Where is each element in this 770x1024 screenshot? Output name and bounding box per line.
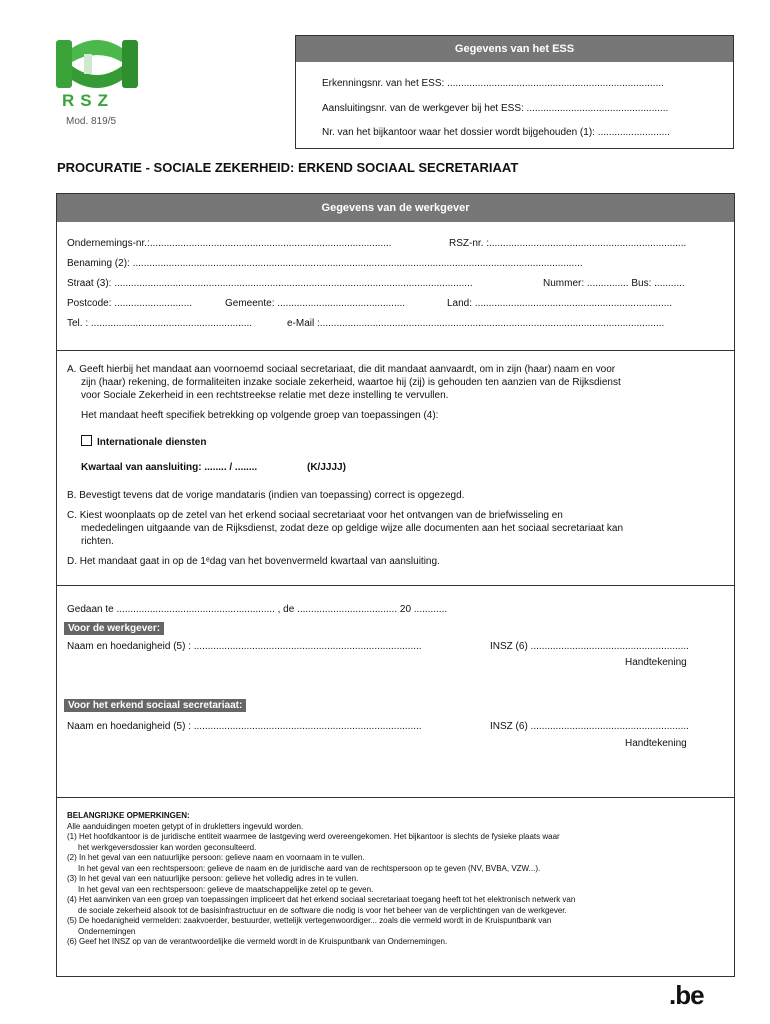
note-line: (2) In het geval van een natuurlijke persoon: gelieve naam en voornaam in te vullen. xyxy=(67,853,365,862)
handtekening-secretariaat: Handtekening xyxy=(625,738,687,749)
gemeente-field[interactable]: Gemeente: .............................................. xyxy=(225,298,406,309)
note-line: (6) Geef het INSZ op van de verantwoordelijke die vermeld wordt in de Kruispuntbank van Ondernemingen. xyxy=(67,937,448,946)
postcode-field[interactable]: Postcode: ............................ xyxy=(67,298,193,309)
straat-field[interactable]: Straat (3): ................................................................................................................................. xyxy=(67,278,473,289)
note-line: (5) De hoedanigheid vermelden: zaakvoerder, bestuurder, wettelijk vertegenwoordiger... zoals die vermeld wordt in de Kruispuntbank van xyxy=(67,916,552,925)
rsz-logo-text: RSZ xyxy=(62,91,114,110)
ess-section xyxy=(295,35,734,149)
clause-c-line2: mededelingen uitgaande van de Rijksdienst, zodat deze op geldige wijze alle documenten aan het sociaal secretariaat kan xyxy=(81,523,624,534)
note-line: (4) Het aanvinken van een groep van toepassingen impliceert dat het erkend sociaal secretariaat toegang heeft tot het elektronisch netwerk van xyxy=(67,895,576,904)
ess-bijkantoor-field[interactable]: Nr. van het bijkantoor waar het dossier wordt bijgehouden (1): .......................... xyxy=(322,127,670,138)
note-line: (1) Het hoofdkantoor is de juridische entiteit waarmee de lastgeving werd overeengekomen. Het bijkantoor is slechts de fysieke plaats waar xyxy=(67,832,560,841)
insz-werkgever-field[interactable]: INSZ (6) ......................................................... xyxy=(490,641,689,652)
insz-secretariaat-field[interactable]: INSZ (6) ......................................................... xyxy=(490,721,689,732)
clause-a-line3: voor Sociale Zekerheid in een rechtstreekse relatie met deze instelling te vervullen. xyxy=(81,390,449,401)
note-line: de sociale zekerheid alsook tot de basisinfrastructuur en de software die nodig is voor het beheer van de verplichtingen van de werkgever. xyxy=(78,905,567,915)
opmerkingen-header: BELANGRIJKE OPMERKINGEN: xyxy=(67,811,190,820)
werkgever-section xyxy=(56,193,735,351)
clause-d: D. Het mandaat gaat in op de 1ᵉdag van het bovenvermeld kwartaal van aansluiting. xyxy=(67,556,440,567)
tel-field[interactable]: Tel. : .......................................................... xyxy=(67,318,253,329)
clause-c-line3: richten. xyxy=(81,536,114,547)
benaming-field[interactable]: Benaming (2): .................................................................................................................................................................. xyxy=(67,258,583,269)
kwartaal-format: (K/JJJJ) xyxy=(307,462,346,473)
opmerkingen-list xyxy=(67,811,727,948)
kwartaal-field[interactable]: Kwartaal van aansluiting: ........ / ........ xyxy=(81,462,258,473)
clause-a-line1: A. Geeft hierbij het mandaat aan voornoemd sociaal secretariaat, die dit mandaat aanvaardt, om in zijn (haar) naam en voor xyxy=(67,364,616,375)
rsz-logo-icon xyxy=(54,36,140,92)
gedaan-field[interactable]: Gedaan te ......................................................... , de .................................... 20 ............ xyxy=(67,604,448,615)
werkgever-bar: Voor de werkgever: xyxy=(64,622,164,635)
naam-werkgever-field[interactable]: Naam en hoedanigheid (5) : .................................................................................. xyxy=(67,641,422,652)
page-title: PROCURATIE - SOCIALE ZEKERHEID: ERKEND SOCIAAL SECRETARIAAT xyxy=(57,160,519,175)
clause-c-line1: C. Kiest woonplaats op de zetel van het erkend sociaal secretariaat voor het ontvangen van de briefwisseling en xyxy=(67,510,563,521)
internationale-diensten-option[interactable] xyxy=(81,435,206,449)
checkbox-label: Internationale diensten xyxy=(97,437,207,448)
naam-secretariaat-field[interactable]: Naam en hoedanigheid (5) : .................................................................................. xyxy=(67,721,422,732)
checkbox-icon[interactable] xyxy=(81,435,92,446)
note-line: In het geval van een rechtspersoon: gelieve de naam en de juridische aard van de rechtspersoon op te geven (NV, BVBA, VZW...). xyxy=(78,863,541,873)
werkgever-header: Gegevens van de werkgever xyxy=(57,194,734,222)
ondernemingsnr-field[interactable]: Ondernemings-nr.:....................................................................................... xyxy=(67,238,392,249)
email-field[interactable]: e-Mail :............................................................................................................................ xyxy=(287,318,665,329)
note-line: In het geval van een rechtspersoon: gelieve de maatschappelijke zetel op te geven. xyxy=(78,884,374,894)
ess-erkenningsnr-field[interactable]: Erkenningsnr. van het ESS: .............................................................................. xyxy=(322,78,664,89)
ess-aansluitingsnr-field[interactable]: Aansluitingsnr. van de werkgever bij het ESS: ................................................... xyxy=(322,103,669,114)
note-line: Alle aanduidingen moeten getypt of in drukletters ingevuld worden. xyxy=(67,821,304,831)
note-line: het werkgeversdossier kan worden geconsulteerd. xyxy=(78,842,257,852)
handtekening-werkgever: Handtekening xyxy=(625,657,687,668)
clause-b: B. Bevestigt tevens dat de vorige mandataris (indien van toepassing) correct is opgezegd. xyxy=(67,490,465,501)
opmerkingen-section xyxy=(56,797,735,977)
land-field[interactable]: Land: ....................................................................... xyxy=(447,298,673,309)
note-line: Ondernemingen xyxy=(78,926,136,936)
model-number: Mod. 819/5 xyxy=(66,116,117,127)
secretariaat-bar: Voor het erkend sociaal secretariaat: xyxy=(64,699,246,712)
mandaat-section xyxy=(56,349,735,586)
clause-a-line2: zijn (haar) rekening, de formaliteiten inzake sociale zekerheid, waartoe hij (zij) is gehouden ten aanzien van de Rijksdienst xyxy=(81,377,621,388)
be-logo: .be xyxy=(669,980,704,1010)
nummer-bus-field[interactable]: Nummer: ............... Bus: ........... xyxy=(543,278,685,289)
rsznr-field[interactable]: RSZ-nr. :....................................................................... xyxy=(449,238,687,249)
signature-section xyxy=(56,585,735,798)
note-line: (3) In het geval van een natuurlijke persoon: gelieve het volledig adres in te vullen. xyxy=(67,874,359,883)
clause-a-line4: Het mandaat heeft specifiek betrekking op volgende groep van toepassingen (4): xyxy=(81,410,439,421)
ess-header: Gegevens van het ESS xyxy=(296,36,733,62)
